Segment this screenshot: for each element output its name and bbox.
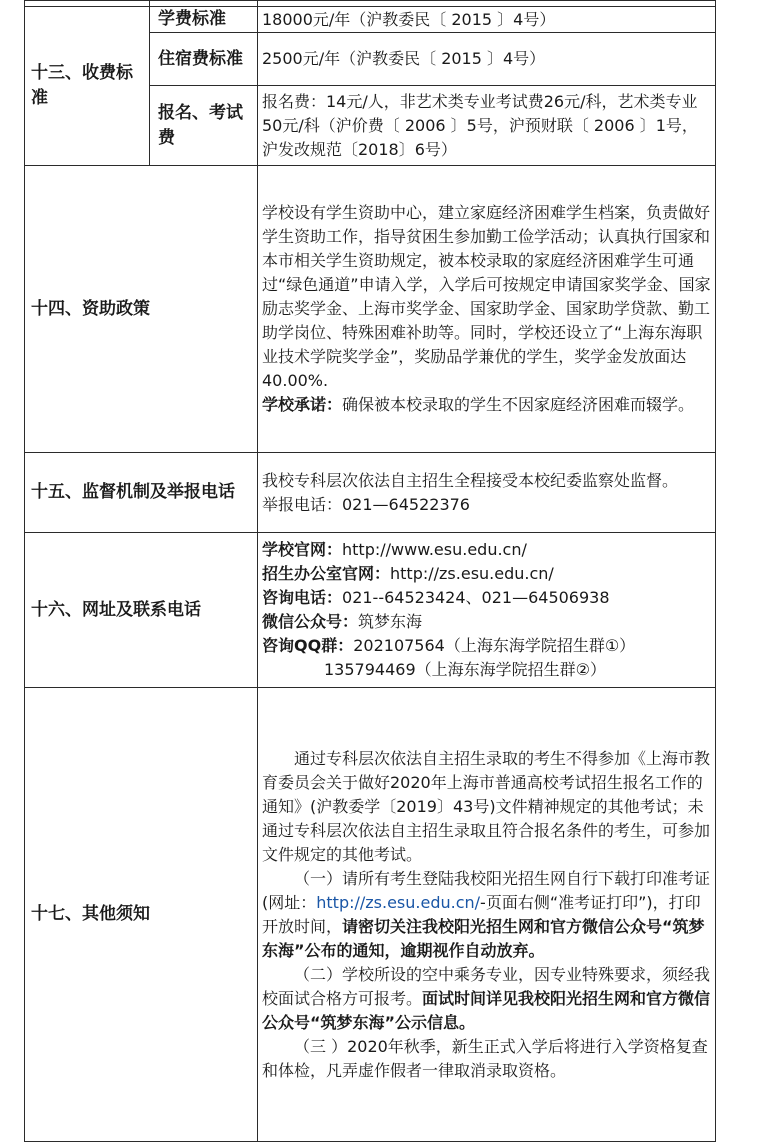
wechat-value: 筑梦东海 (358, 612, 423, 631)
exam-label: 报名、考试费 (150, 86, 258, 166)
website-line (262, 538, 711, 562)
notice-paragraph-4: （三 ）2020年秋季，新生正式入学后将进行入学资格复查和体检，凡弄虚作假者一律取消录取资格。 (262, 1036, 708, 1080)
qq-label: 咨询QQ群： (262, 636, 354, 655)
website-label: 学校官网： (262, 540, 343, 559)
section15-row (25, 453, 716, 533)
admission-site-line (262, 562, 711, 586)
promise-text: 确保被本校录取的学生不因家庭经济困难而辍学。 (342, 395, 695, 414)
qq-line (262, 634, 711, 658)
section16-title: 十六、网址及联系电话 (25, 533, 258, 688)
notice-p2-text-b: -页面右侧“准考证打印”)，打印开放时间， (262, 892, 701, 936)
fee-row-tuition (25, 7, 716, 33)
promise-paragraph (262, 393, 711, 417)
lodging-value: 2500元/年（沪教委民〔 2015 〕4号） (258, 33, 716, 86)
section15-title: 十五、监督机制及举报电话 (25, 453, 258, 533)
qq-value-1: 202107564（上海东海学院招生群①） (353, 636, 636, 655)
section17-title: 十七、其他须知 (25, 688, 258, 1142)
notice-p2-bold: 请密切关注我校阳光招生网和官方微信公众号“筑梦东海”公布的通知，逾期视作自动放弃。 (262, 916, 705, 960)
notice-paragraph-3 (262, 963, 711, 1035)
admission-info-table (24, 0, 716, 1142)
admission-label: 招生办公室官网： (262, 564, 391, 583)
wechat-label: 微信公众号： (262, 612, 359, 631)
admission-value[interactable]: http://zs.esu.edu.cn/ (390, 564, 554, 583)
notice-p2-text-a: （一）请所有考生登陆我校阳光招生网自行下载打印准考证(网址： (262, 868, 711, 912)
section14-content (258, 166, 716, 453)
notice-paragraph-2 (262, 867, 711, 963)
section15-body: 我校专科层次依法自主招生全程接受本校纪委监察处监督。 (262, 470, 679, 490)
consult-phone-value: 021--64523424、021—64506938 (342, 588, 610, 607)
wechat-line (262, 610, 711, 634)
tuition-value: 18000元/年（沪教委民〔 2015 〕4号） (258, 7, 716, 33)
section17-row (25, 688, 716, 1142)
section14-row (25, 166, 716, 453)
consult-phone-line (262, 586, 711, 610)
section15-content (258, 453, 716, 533)
report-phone: 举报电话：021—64522376 (262, 494, 470, 514)
notice-p3-bold: 面试时间详见我校阳光招生网和官方微信公众号“筑梦东海”公示信息。 (262, 988, 711, 1032)
website-value[interactable]: http://www.esu.edu.cn/ (342, 540, 527, 559)
section13-title: 十三、收费标准 (25, 7, 150, 166)
tuition-label: 学费标准 (150, 7, 258, 33)
notice-paragraph-1: 通过专科层次依法自主招生录取的考生不得参加《上海市教育委员会关于做好2020年上海市普通高校考试招生报名工作的通知》(沪教委学〔2019〕43号)文件精神规定的其他考试；未通过专科层次依法自主招生录取且符合报名条件的考生，可参加文件规定的其他考试。 (262, 748, 711, 864)
section16-content (258, 533, 716, 688)
admission-link[interactable]: http://zs.esu.edu.cn/ (316, 892, 481, 912)
exam-value: 报名费：14元/人，非艺术类专业考试费26元/科，艺术类专业50元/科（沪价费〔 2006 〕5号，沪预财联〔 2006 〕1号，沪发改规范〔2018〕6号） (258, 86, 716, 166)
notice-p3-text: （二）学校所设的空中乘务专业，因专业特殊要求，须经我校面试合格方可报考。 (262, 964, 711, 1008)
section16-row (25, 533, 716, 688)
qq-value-2: 135794469（上海东海学院招生群②） (324, 660, 606, 679)
section14-body: 学校设有学生资助中心，建立家庭经济困难学生档案，负责做好学生资助工作，指导贫困生参加勤工俭学活动；认真执行国家和本市相关学生资助规定，被本校录取的家庭经济困难学生可通过“绿色通道”申请入学，入学后可按规定申请国家奖学金、国家励志奖学金、上海市奖学金、国家助学金、国家助学贷款、勤工助学岗位、特殊困难补助等。同时，学校还设立了“上海东海职业技术学院奖学金”，奖励品学兼优的学生，奖学金发放面达40.00%. (262, 203, 711, 390)
promise-label: 学校承诺： (262, 395, 343, 414)
section14-title: 十四、资助政策 (25, 166, 258, 453)
section17-content (258, 688, 716, 1142)
lodging-label: 住宿费标准 (150, 33, 258, 86)
consult-phone-label: 咨询电话： (262, 588, 343, 607)
